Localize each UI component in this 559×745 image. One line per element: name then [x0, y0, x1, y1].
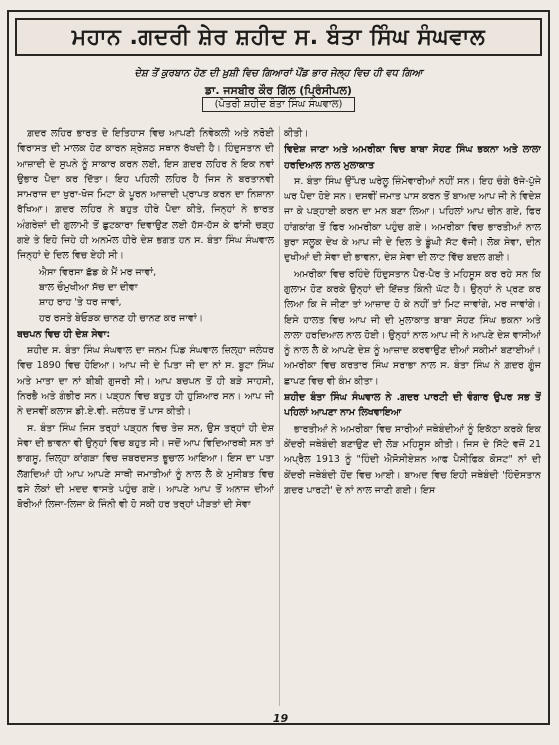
article-author: ਡਾ. ਜਸਬੀਰ ਕੌਰ ਗਿੱਲ (ਪ੍ਰਿੰਸੀਪਲ)	[205, 84, 352, 97]
section-heading: ਵਿਦੇਸ਼ ਜਾਣਾ ਅਤੇ ਅਮਰੀਕਾ ਵਿਚ ਬਾਬਾ ਸੋਹਣ ਸਿੰਘ ਭਕਨਾ ਅਤੇ ਲਾਲਾ ਹਰਦਿਆਲ ਨਾਲ ਮੁਲਾਕਾਤ	[284, 144, 541, 171]
author-relation	[9, 99, 548, 110]
left-column	[17, 126, 274, 710]
paragraph: ਭਾਰਤੀਆਂ ਨੇ ਅਮਰੀਕਾ ਵਿਚ ਸਾਰੀਆਂ ਜਥੇਬੰਦੀਆਂ ਨੂੰ ਇਕੱਠਾ ਕਰਕੇ ਇਕ ਕੇਂਦਰੀ ਜਥੇਬੰਦੀ ਬਣਾਉਣ ਦੀ ਲੋੜ ਮਹਿਸੂਸ ਕੀਤੀ। ਜਿਸ ਦੇ ਸਿੱਟੇ ਵਜੋਂ 21 ਅਪ੍ਰੈਲ 1913 ਨੂੰ "ਹਿੰਦੀ ਐਸੋਸੀਏਸ਼ਨ ਆਫ ਪੈਸੀਫਿਕ ਕੋਸਟ" ਨਾਂ ਦੀ ਕੇਂਦਰੀ ਜਥੇਬੰਦੀ ਹੋਂਦ ਵਿਚ ਆਈ। ਬਾਅਦ ਵਿਚ ਇਹੀ ਜਥੇਬੰਦੀ 'ਹਿੰਦੋਸਤਾਨ ਗ਼ਦਰ ਪਾਰਟੀ' ਦੇ ਨਾਂ ਨਾਲ ਜਾਣੀ ਗਈ। ਇਸ	[284, 423, 541, 496]
article-subtitle: ਦੇਸ਼ ਤੋਂ ਕੁਰਬਾਨ ਹੋਣ ਦੀ ਖ਼ੁਸ਼ੀ ਵਿਚ ਗਿਆਰਾਂ ਪੌਂਡ ਭਾਰ ਜੇਲ੍ਹ ਵਿਚ ਹੀ ਵਧ ਗਿਆ	[134, 68, 423, 79]
section-heading: ਸ਼ਹੀਦ ਬੰਤਾ ਸਿੰਘ ਸੰਘਵਾਲ ਨੇ .ਗਦਰ ਪਾਰਟੀ ਦੀ ਵੰਗਾਰ ਉਪਰ ਸਭ ਤੋਂ ਪਹਿਲਾਂ ਆਪਣਾ ਨਾਮ ਲਿਖਵਾਇਆ	[284, 392, 541, 419]
verse-line: ਸ਼ਾਹ ਰਾਹ 'ਤੇ ਧਰ ਜਾਵਾਂ,	[39, 297, 122, 309]
article-frame	[7, 10, 550, 725]
paragraph: ਸ਼ਹੀਦ ਸ. ਬੰਤਾ ਸਿੰਘ ਸੰਘਵਾਲ ਦਾ ਜਨਮ ਪਿੰਡ ਸੰਘਵਾਲ ਜ਼ਿਲ੍ਹਾ ਜਲੰਧਰ ਵਿਚ 1890 ਵਿਚ ਹੋਇਆ। ਆਪ ਜੀ ਦੇ ਪਿਤਾ ਜੀ ਦਾ ਨਾਂ ਸ. ਬੂਟਾ ਸਿੰਘ ਅਤੇ ਮਾਤਾ ਦਾ ਨਾਂ ਬੀਬੀ ਗੁਜਰੀ ਸੀ। ਆਪ ਬਚਪਨ ਤੋਂ ਹੀ ਬੜੇ ਸਾਹਸੀ, ਨਿਰਭੈ ਅਤੇ ਗੰਭੀਰ ਸਨ। ਪੜ੍ਹਨ ਵਿਚ ਬਹੁਤ ਹੀ ਹੁਸ਼ਿਆਰ ਸਨ। ਆਪ ਜੀ ਨੇ ਦਸਵੀਂ ਕਲਾਸ ਡੀ.ਏ.ਵੀ. ਜਲੰਧਰ ਤੋਂ ਪਾਸ ਕੀਤੀ।	[17, 345, 274, 418]
paragraph: ਗ਼ਦਰ ਲਹਿਰ ਭਾਰਤ ਦੇ ਇਤਿਹਾਸ ਵਿਚ ਆਪਣੀ ਨਿਵੇਕਲੀ ਅਤੇ ਨਰੋਈ ਵਿਰਾਸਤ ਦੀ ਮਾਲਕ ਹੋਣ ਕਾਰਨ ਸ਼੍ਰੇਸ਼ਠ ਸਥਾਨ ਰੱਖਦੀ ਹੈ। ਹਿੰਦੁਸਤਾਨ ਦੀ ਆਜ਼ਾਦੀ ਦੇ ਸੁਪਨੇ ਨੂੰ ਸਾਕਾਰ ਕਰਨ ਲਈ, ਇਸ ਗ਼ਦਰ ਲਹਿਰ ਨੇ ਇਕ ਨਵਾਂ ਉਭਾਰ ਪੈਦਾ ਕਰ ਦਿੱਤਾ। ਇਹ ਪਹਿਲੀ ਲਹਿਰ ਹੈ ਜਿਸ ਨੇ ਬਰਤਾਨਵੀ ਸਾਮਰਾਜ ਦਾ ਖੁਰਾ-ਖੋਜ ਮਿਟਾ ਕੇ ਪੂਰਨ ਆਜ਼ਾਦੀ ਪ੍ਰਾਪਤ ਕਰਨ ਦਾ ਨਿਸ਼ਾਨਾ ਰੱਖਿਆ। ਗ਼ਦਰ ਲਹਿਰ ਨੇ ਬਹੁਤ ਹੀਰੇ ਪੈਦਾ ਕੀਤੇ, ਜਿਨ੍ਹਾਂ ਨੇ ਭਾਰਤ ਅੰਗਰੇਜ਼ਾਂ ਦੀ ਗੁਲਾਮੀ ਤੋਂ ਛੁਟਕਾਰਾ ਦਿਵਾਉਣ ਲਈ ਹੱਸ-ਹੱਸ ਕੇ ਫਾਂਸੀ ਚੜ੍ਹ ਗਏ ਤੇ ਇਹੋ ਜਿਹੇ ਹੀ ਅਨਮੋਲ ਹੀਰੇ ਦੇਸ਼ ਭਗਤ ਹਨ ਸ. ਬੰਤਾ ਸਿੰਘ ਸੰਘਵਾਲ ਜਿਨ੍ਹਾਂ ਦੇ ਦਿਲ ਵਿਚ ਏਹੀ ਸੀ।	[17, 128, 274, 262]
article-title: ਮਹਾਨ .ਗਦਰੀ ਸ਼ੇਰ ਸ਼ਹੀਦ ਸ. ਬੰਤਾ ਸਿੰਘ ਸੰਘਵਾਲ	[15, 18, 542, 56]
paragraph: ਸ. ਬੰਤਾ ਸਿੰਘ ਜਿਸ ਤਰ੍ਹਾਂ ਪੜ੍ਹਨ ਵਿਚ ਤੇਜ਼ ਸਨ, ਉਸ ਤਰ੍ਹਾਂ ਹੀ ਦੇਸ਼ ਸੇਵਾ ਦੀ ਭਾਵਨਾ ਵੀ ਉਨ੍ਹਾਂ ਵਿਚ ਬਹੁਤ ਸੀ। ਜਦੋਂ ਆਪ ਵਿਦਿਆਰਥੀ ਸਨ ਤਾਂ ਭਾਗਸੂ, ਜ਼ਿਲ੍ਹਾ ਕਾਂਗੜਾ ਵਿਚ ਜ਼ਬਰਦਸਤ ਭੂਚਾਲ ਆਇਆ। ਇਸ ਦਾ ਪਤਾ ਲੱਗਦਿਆਂ ਹੀ ਆਪ ਆਪਣੇ ਸਾਥੀ ਜਮਾਤੀਆਂ ਨੂੰ ਨਾਲ ਲੈ ਕੇ ਮੁਸੀਬਤ ਵਿਚ ਫਸੇ ਲੋਕਾਂ ਦੀ ਮਦਦ ਵਾਸਤੇ ਪਹੁੰਚ ਗਏ। ਆਪਣੇ ਆਪ ਤੋਂ ਅਨਾਜ ਦੀਆਂ ਬੋਰੀਆਂ ਲਿਜਾ-ਲਿਜਾ ਕੇ ਜਿੰਨੀ ਵੀ ਹੋ ਸਕੀ ਹਰ ਤਰ੍ਹਾਂ ਪੀੜਤਾਂ ਦੀ ਸੇਵਾ	[17, 422, 274, 511]
author-relation-text: (ਪੋਤਰੀ ਸ਼ਹੀਦ ਬੰਤਾ ਸਿੰਘ ਸੰਘਵਾਲ)	[202, 97, 356, 112]
column-divider	[279, 126, 280, 706]
paragraph: ਕੀਤੀ।	[284, 128, 309, 139]
right-column	[284, 126, 541, 710]
paragraph: ਅਮਰੀਕਾ ਵਿਚ ਰਹਿੰਦੇ ਹਿੰਦੁਸਤਾਨ ਪੈਰ-ਪੈਰ ਤੇ ਮਹਿਸੂਸ ਕਰ ਰਹੇ ਸਨ ਕਿ ਗੁਲਾਮ ਹੋਣ ਕਰਕੇ ਉਨ੍ਹਾਂ ਦੀ ਇੱਜ਼ਤ ਕਿੰਨੀ ਘੱਟ ਹੈ। ਉਨ੍ਹਾਂ ਨੇ ਪ੍ਰਣ ਕਰ ਲਿਆ ਕਿ ਜੇ ਜੀਣਾ ਤਾਂ ਆਜ਼ਾਦ ਹੋ ਕੇ ਨਹੀਂ ਤਾਂ ਮਿਟ ਜਾਵਾਂਗੇ, ਮਰ ਜਾਵਾਂਗੇ। ਇਸੇ ਹਾਲਤ ਵਿਚ ਆਪ ਜੀ ਦੀ ਮੁਲਾਕਾਤ ਬਾਬਾ ਸੋਹਣ ਸਿੰਘ ਭਕਨਾ ਅਤੇ ਲਾਲਾ ਹਰਦਿਆਲ ਨਾਲ ਹੋਈ। ਉਨ੍ਹਾਂ ਨਾਲ ਆਪ ਜੀ ਨੇ ਆਪਣੇ ਦੇਸ਼ ਵਾਸੀਆਂ ਨੂੰ ਨਾਲ ਲੈ ਕੇ ਆਪਣੇ ਦੇਸ਼ ਨੂੰ ਆਜ਼ਾਦ ਕਰਵਾਉਣ ਦੀਆਂ ਸਕੀਮਾਂ ਬਣਾਈਆਂ। ਅਮਰੀਕਾ ਵਿਚ ਕਰਤਾਰ ਸਿੰਘ ਸਰਾਭਾ ਨਾਲ ਸ. ਬੰਤਾ ਸਿੰਘ ਨੇ ਗ਼ਦਰ ਗੂੰਜ ਛਾਪਣ ਵਿਚ ਵੀ ਕੰਮ ਕੀਤਾ।	[284, 268, 541, 387]
paragraph: ਸ. ਬੰਤਾ ਸਿੰਘ ਉੱਪਰ ਘਰੇਲੂ ਜ਼ਿੰਮੇਵਾਰੀਆਂ ਨਹੀਂ ਸਨ। ਇਹ ਚੰਗੇ ਰੱਜੇ-ਪੁੱਜੇ ਘਰ ਪੈਦਾ ਹੋਏ ਸਨ। ਦਸਵੀਂ ਜਮਾਤ ਪਾਸ ਕਰਨ ਤੋਂ ਬਾਅਦ ਆਪ ਜੀ ਨੇ ਵਿਦੇਸ਼ ਜਾ ਕੇ ਪੜ੍ਹਾਈ ਕਰਨ ਦਾ ਮਨ ਬਣਾ ਲਿਆ। ਪਹਿਲਾਂ ਆਪ ਚੀਨ ਗਏ, ਫਿਰ ਹਾਂਗਕਾਂਗ ਤੋਂ ਫਿਰ ਅਮਰੀਕਾ ਪਹੁੰਚ ਗਏ। ਅਮਰੀਕਾ ਵਿਚ ਭਾਰਤੀਆਂ ਨਾਲ ਬੁਰਾ ਸਲੂਕ ਦੇਖ ਕੇ ਆਪ ਜੀ ਦੇ ਦਿਲ ਤੇ ਡੂੰਘੀ ਸੱਟ ਵੱਜੀ। ਲੋਕ ਸੇਵਾ, ਦੀਨ ਦੁਖੀਆਂ ਦੀ ਸੇਵਾ ਦੀ ਭਾਵਨਾ, ਦੇਸ਼ ਸੇਵਾ ਦੀ ਲਾਟ ਵਿੱਚ ਬਦਲ ਗਈ।	[284, 175, 541, 264]
page-number: 19	[272, 712, 289, 725]
section-heading: ਬਚਪਨ ਵਿਚ ਹੀ ਦੇਸ਼ ਸੇਵਾ:	[17, 328, 111, 340]
verse-line: ਬਾਲ ਚੌਮੁਖੀਆ ਸੱਚ ਦਾ ਦੀਵਾ	[39, 281, 138, 293]
verse-line: ਐਸਾ ਵਿਰਸਾ ਛੱਡ ਕੇ ਮੈਂ ਮਰ ਜਾਵਾਂ,	[39, 266, 157, 278]
verse-line: ਹਰ ਰਸਤੇ ਬੇਓੜਕ ਚਾਨਣ ਹੀ ਚਾਨਣ ਕਰ ਜਾਵਾਂ।	[39, 312, 204, 324]
